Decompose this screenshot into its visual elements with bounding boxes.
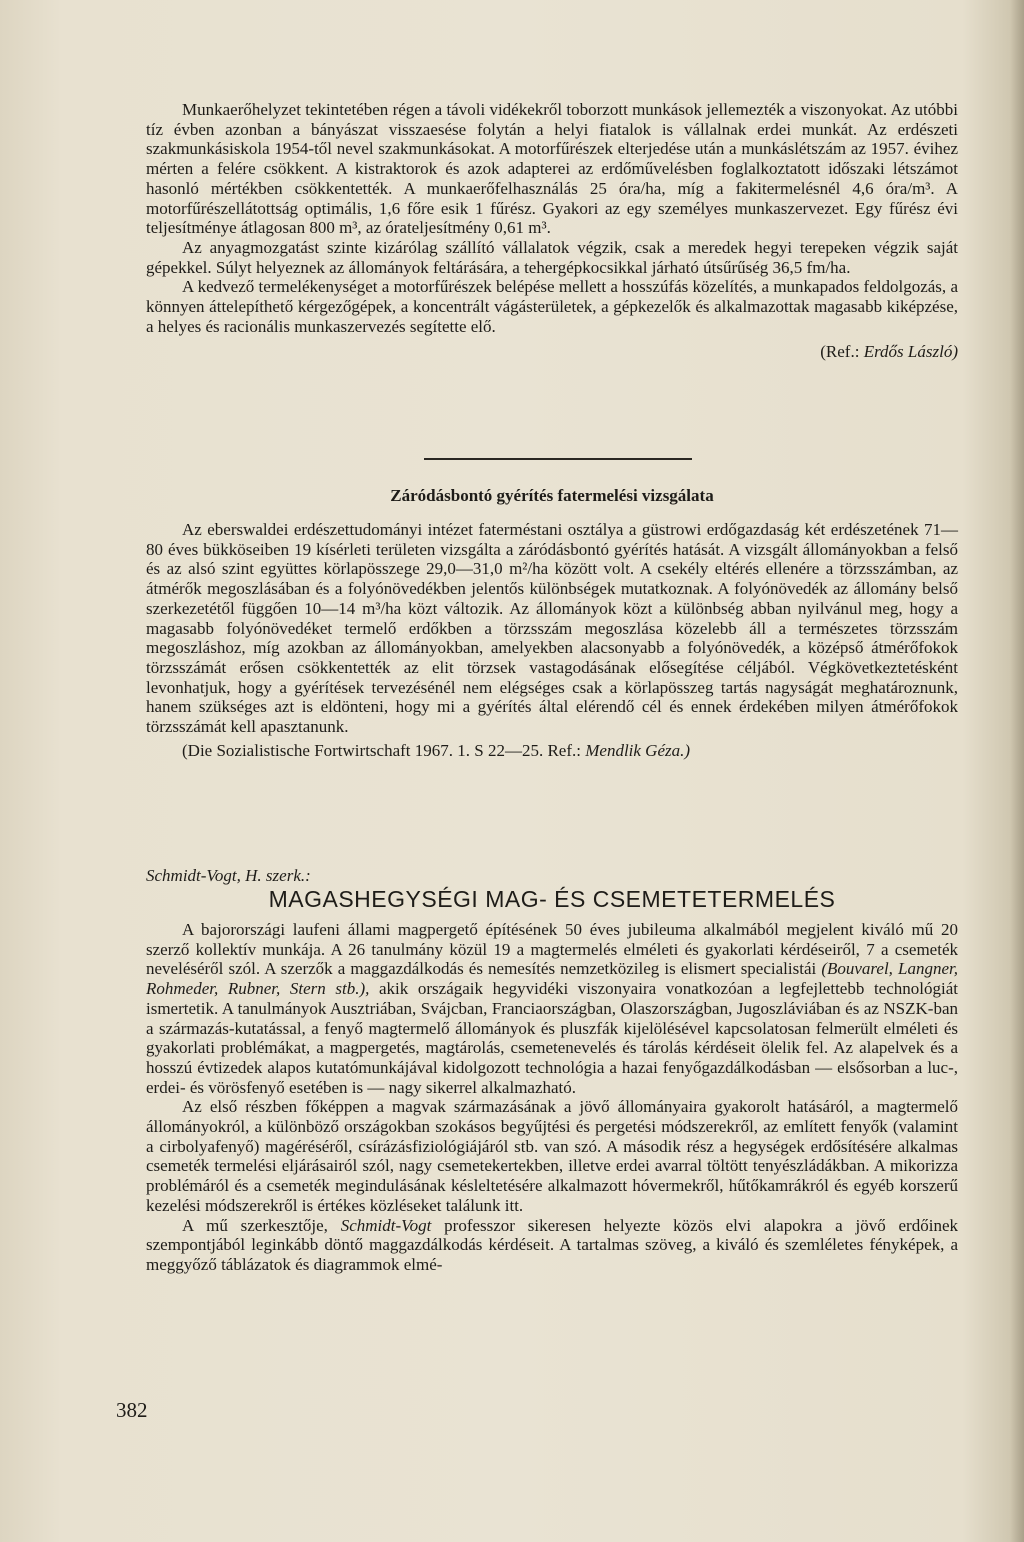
book-author: Schmidt-Vogt, H. szerk.: xyxy=(146,866,311,885)
paragraph: A kedvező termelékenységet a motorfűrészek belépése mellett a hosszúfás közelítés, a munkapados feldolgozás, a könnyen áttelepíthető kérgezőgépek, a koncentrált vágásterületek, a gépkezelők és alkalmazottak magasabb kiképzése, a helyes és racionális munkaszervezés segítette elő. xyxy=(146,277,958,336)
reference-line xyxy=(146,342,958,362)
paragraph: Az eberswaldei erdészettudományi intézet faterméstani osztálya a güstrowi erdőgazdaság két erdészetének 71—80 éves bükköseiben 19 kísérleti területen vizsgálta a záródásbontó gyérítés hatását. A vizsgált állományokban a felső és az alsó szint együttes körlapösszege 29,0—31,0 m²/ha között volt. A csekély eltérés ellenére a törzsszámban, az átmérők megoszlásában és a folyónövedékben jelentős különbségek mutatkoznak. A folyónövedék az állomány belső szerkezetétől függően 10—14 m³/ha közt változik. Az állományok közt a különbség abban nyilvánul meg, hogy a magasabb folyónövedéket termelő erdőkben a törzsszám megoszlása közelebb áll a természetes törzsszám megoszláshoz, míg azokban az állományokban, amelyekben alacsonyabb a folyónövedék, a középső átmérőfokok törzsszámát erősen csökkentették az elit törzsek vastagodásának elősegítése céljából. Végkövetkeztetésként levonhatjuk, hogy a gyérítések tervezésénél nem elégséges csak a körlapösszeg tartás nagyságát meghatároznunk, hanem szükséges azt is eldönteni, hogy mi a gyérítés által elérendő cél és ennek érdekében milyen átmérőfokok törzsszámát kell apasztanunk. xyxy=(146,520,958,737)
text-run: A mű szerkesztője, xyxy=(182,1215,341,1235)
page-edge-shadow xyxy=(1010,0,1024,1542)
citation-prefix: (Die Sozialistische Fortwirtschaft 1967. 1. S 22—25. Ref.: xyxy=(182,740,586,760)
editor-name: Schmidt-Vogt xyxy=(340,1215,432,1235)
section-labor-situation xyxy=(146,100,958,362)
reviewer-name: Erdős László) xyxy=(863,342,958,362)
book-title: MAGASHEGYSÉGI MAG- ÉS CSEMETETERMELÉS xyxy=(268,886,836,912)
text-run: akik országaik hegyvidéki viszonyaira vonatkozóan a legfejlettebb technológiát ismertetik. A tanulmányok Ausztriában, Svájcban, Franciaországban, Olaszországban, Jugoszláviában és az NSZK-ban a származás-kutatással, a fenyő magtermelő állományok és pluszfák kijelölésével kapcsolatosan felmerült elméleti és gyakorlati problémákat, a magpergetés, magtárolás, csemetenevelés és tárolás kérdéseit ölelik fel. Az alapelvek és a hosszú évtizedek alapos kutatómunkájával kidolgozott technológia a hazai fenyőgazdálkodásban — elsősorban a luc-, erdei- és vörösfenyő esetében is — nagy sikerrel alkalmazható. xyxy=(146,979,958,1097)
paragraph: Az anyagmozgatást szinte kizárólag szállító vállalatok végzik, csak a meredek hegyi terepeken végzik saját gépekkel. Súlyt helyeznek az állományok feltárására, a tehergépkocsikkal járható útsűrűség 36,5 fm/ha. xyxy=(146,237,958,277)
paragraph: Az első részben főképpen a magvak származásának a jövő állományaira gyakorolt hatásáról, a magtermelő állományokról, a különböző országokban szokásos begyűjtési és pergetési módszerekről, az említett fenyők (valamint a cirbolyafenyő) magéréséről, csírázásfiziológiájáról stb. van szó. A második rész a hegységek erdősítésére alkalmas csemeték termelési eljárásairól szól, nagy csemetekertekben, illetve erdei avarral töltött tenyészládákban. A mikorizza problémáról és a csemeték megindulásának késleltetésére alkalmazott hóvermekről, hűtőkamrákról és egyéb korszerű kezelési módszerekről is értékes közléseket találunk itt. xyxy=(146,1097,958,1215)
reference-prefix: (Ref.: xyxy=(820,342,864,362)
section-divider xyxy=(424,458,692,460)
page-number: 382 xyxy=(116,1398,148,1422)
section-thinning-study xyxy=(146,520,958,760)
article-title: Záródásbontó gyérítés fatermelési vizsgálata xyxy=(390,486,714,505)
paragraph xyxy=(146,1216,958,1275)
section-book-review xyxy=(146,920,958,1275)
paragraph xyxy=(146,920,958,1097)
text-run: professzor sikeresen helyezte közös elvi alapokra a jövő erdőinek szempontjából leginkább döntő maggazdálkodás kérdéseit. A tartalmas szöveg, a kiváló és szemléletes fényképek, a meggyőző táblázatok és diagrammok elmé- xyxy=(146,1215,958,1274)
citation-line xyxy=(146,741,958,761)
author-names: (Bouvarel, Langner, Rohmeder, Rubner, Stern stb.), xyxy=(146,959,959,999)
paragraph: Munkaerőhelyzet tekintetében régen a távoli vidékekről toborzott munkások jellemezték a viszonyokat. Az utóbbi tíz évben azonban a bányászat visszaesése folytán a helyi fiatalok is vállalnak erdei munkát. Az erdészeti szakmunkásiskola 1954-től nevel szakmunkásokat. A motorfűrészek elterjedése után a munkáslétszám az 1957. évihez mérten a felére csökkent. A kistraktorok és azok adapterei az erdőművelésben foglalkoztatott időszaki létszámot hasonló mértékben csökkentették. A munkaerőfelhasználás 25 óra/ha, míg a fakitermelésnél 4,6 óra/m³. A motorfűrészellátottság optimális, 1,6 főre esik 1 fűrész. Gyakori az egy személyes munkaszervezet. Egy fűrész évi teljesítménye átlagosan 800 m³, az órateljesítmény 0,61 m³. xyxy=(146,100,958,238)
text-run: A bajorországi laufeni állami magpergető építésének 50 éves jubileuma alkalmából megjelent kiváló mű 20 szerző kollektív munkája. A 26 tanulmány közül 19 a magtermelés elméleti és gyakorlati kérdéseiről, 7 a csemeték neveléséről szól. A szerzők a maggazdálkodás és nemesítés nemzetközileg is elismert specialistái xyxy=(146,920,958,979)
reviewer-name: Mendlik Géza.) xyxy=(585,740,691,760)
